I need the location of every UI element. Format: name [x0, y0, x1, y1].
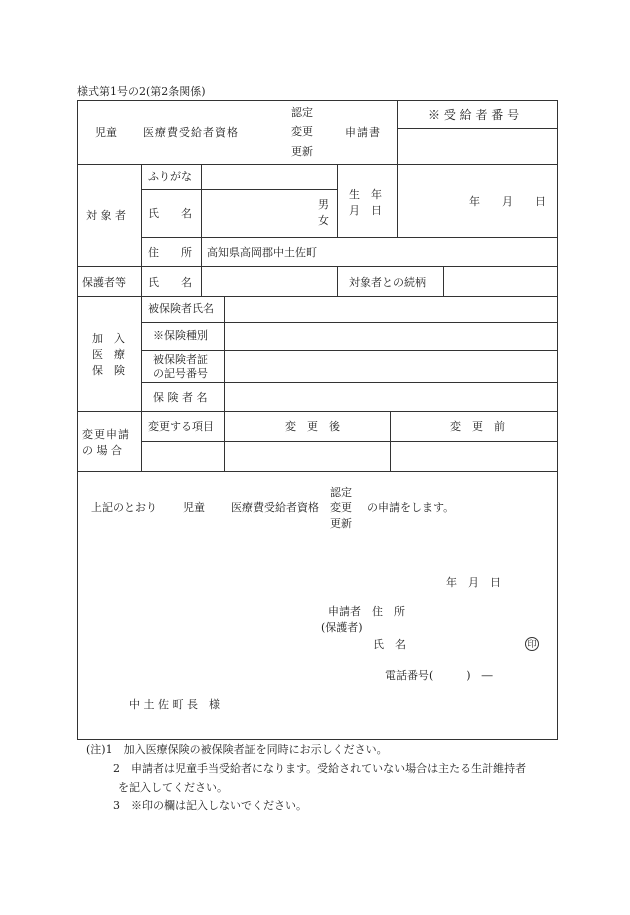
- note-1: (注)1 加入医療保険の被保険者証を同時にお示しください。: [86, 743, 388, 756]
- change-item-header: 変更する項目: [148, 420, 214, 433]
- cert-number-field[interactable]: [225, 351, 557, 382]
- recipient-number-field[interactable]: [398, 129, 557, 164]
- line-name-bottom: [141, 237, 558, 238]
- applicant-name-label: 氏 名: [373, 638, 406, 651]
- dob-label-2: 月 日: [349, 204, 382, 217]
- mayor-addressee: 中 土 佐 町 長 様: [129, 698, 220, 711]
- insured-name-label: 被保険者氏名: [148, 302, 214, 315]
- applicant-guardian-label: (保護者): [321, 621, 363, 634]
- title-medical: 医療費受給者資格: [143, 126, 239, 139]
- applicant-address-label: 申請者 住 所: [328, 605, 405, 618]
- relation-label: 対象者との続柄: [349, 276, 426, 289]
- furigana-field[interactable]: [202, 165, 336, 189]
- title-opt-approve: 認定: [291, 106, 313, 119]
- address-value[interactable]: 高知県高岡郡中土佐町: [207, 246, 317, 259]
- line-insurance-bottom: [77, 411, 558, 412]
- form-id: 様式第1号の2(第2条関係): [77, 85, 206, 98]
- body-children: 児童: [183, 501, 205, 514]
- change-before-field[interactable]: [391, 442, 557, 471]
- body-end: の申請をします。: [367, 501, 455, 514]
- insured-name-field[interactable]: [225, 297, 557, 322]
- cert-number-label-2: の記号番号: [153, 367, 208, 380]
- line-left-col: [141, 164, 142, 411]
- line-dob-right: [397, 164, 398, 237]
- insurer-name-label: 保 険 者 名: [153, 391, 208, 404]
- change-before-header: 変 更 前: [450, 420, 505, 433]
- insurance-type-field[interactable]: [225, 323, 557, 350]
- note-3: 3 ※印の欄は記入しないでください。: [113, 799, 307, 812]
- title-opt-renew: 更新: [291, 145, 313, 158]
- line-dob-left: [337, 164, 338, 237]
- relation-field[interactable]: [444, 267, 557, 296]
- note-2-cont: を記入してください。: [118, 781, 228, 794]
- change-after-field[interactable]: [225, 442, 389, 471]
- sex-male[interactable]: 男: [318, 198, 329, 211]
- body-opt-change: 変更: [330, 501, 352, 514]
- insurance-type-label: ※保険種別: [153, 329, 208, 342]
- insurer-name-field[interactable]: [225, 383, 557, 411]
- body-opt-renew: 更新: [330, 517, 352, 530]
- subject-name-field[interactable]: [202, 190, 314, 237]
- change-item-field[interactable]: [142, 442, 223, 471]
- guardian-name-label: 氏 名: [148, 276, 192, 289]
- guardian-section-label: 保護者等: [82, 276, 126, 289]
- line-change-bottom: [77, 471, 558, 472]
- title-opt-change: 変更: [291, 125, 313, 138]
- subject-section-label: 対 象 者: [86, 209, 126, 222]
- sex-female[interactable]: 女: [318, 214, 329, 227]
- change-section-1: 変更申請: [82, 428, 130, 441]
- body-opt-approve: 認定: [330, 486, 352, 499]
- phone-label[interactable]: 電話番号( ) ―: [385, 669, 493, 682]
- furigana-label: ふりがな: [148, 170, 192, 183]
- change-section-2: の 場 合: [82, 444, 122, 457]
- application-date[interactable]: 年 月 日: [446, 576, 501, 589]
- cert-number-label-1: 被保険者証: [153, 353, 208, 366]
- insurance-section-2: 医 療: [92, 348, 125, 361]
- seal-icon: 印: [525, 637, 539, 651]
- insurance-section-1: 加 入: [92, 332, 125, 345]
- line-guardian-mid: [337, 266, 338, 296]
- subject-name-label: 氏 名: [148, 207, 192, 220]
- title-application: 申請書: [345, 126, 381, 139]
- note-2: 2 申請者は児童手当受給者になります。受給されていない場合は主たる生計維持者: [113, 762, 527, 775]
- body-medical: 医療費受給者資格: [231, 501, 319, 514]
- title-children: 児童: [95, 126, 117, 139]
- guardian-name-field[interactable]: [202, 267, 336, 296]
- insurance-section-3: 保 険: [92, 364, 125, 377]
- address-label: 住 所: [148, 246, 192, 259]
- change-after-header: 変 更 後: [285, 420, 340, 433]
- body-lead: 上記のとおり: [91, 501, 157, 514]
- dob-value-format[interactable]: 年 月 日: [469, 195, 546, 208]
- dob-label-1: 生 年: [349, 188, 382, 201]
- recipient-number-label: ※ 受 給 者 番 号: [428, 108, 520, 122]
